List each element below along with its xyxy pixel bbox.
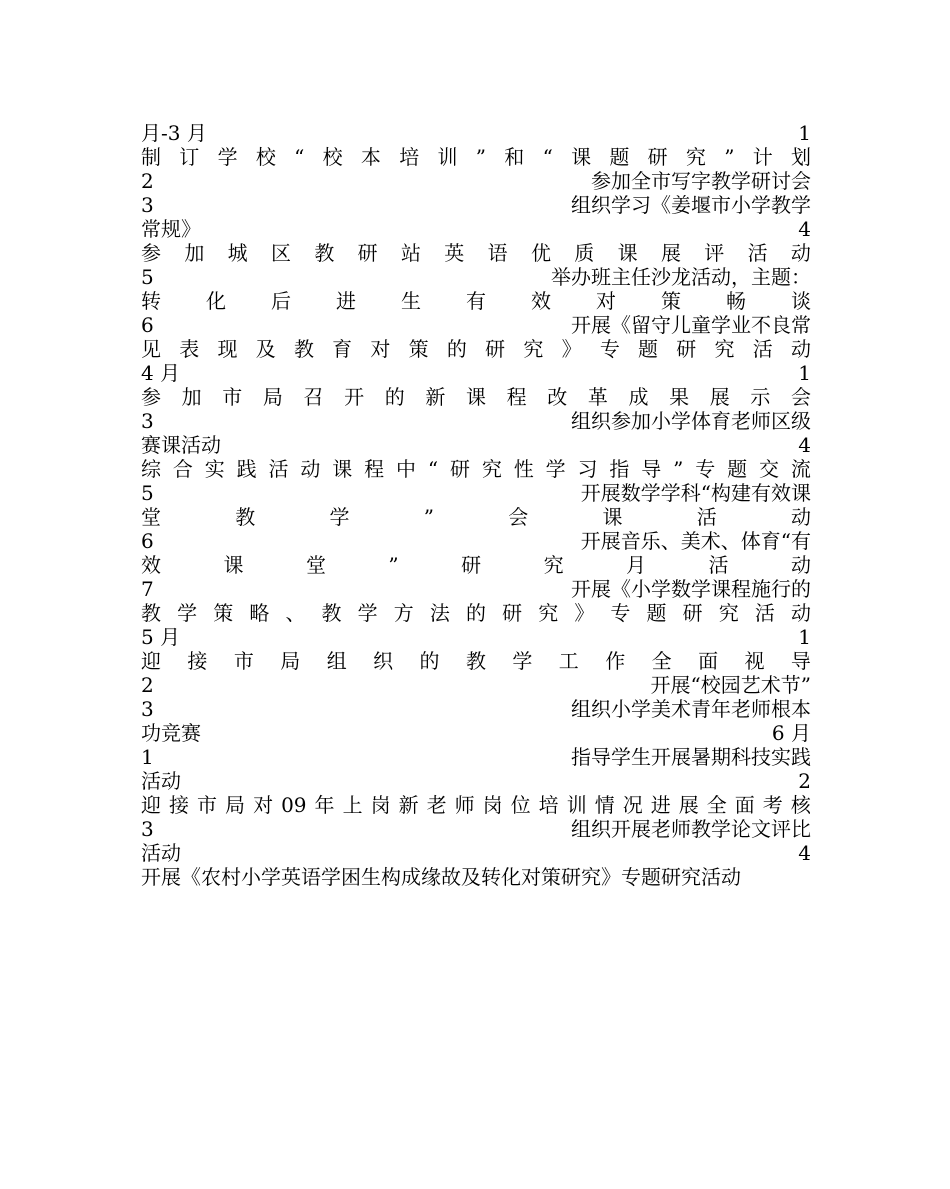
justified-char: 堂 xyxy=(141,505,161,529)
justified-char: 实 xyxy=(204,457,225,481)
justified-char: 作 xyxy=(605,649,626,673)
justified-char: 学 xyxy=(545,457,566,481)
justified-char: 》 xyxy=(574,601,595,625)
justified-char: 活 xyxy=(708,553,729,577)
text-line xyxy=(141,385,811,409)
line-right-text: 组织学习《姜堰市小学教学 xyxy=(571,193,811,217)
justified-char: 织 xyxy=(373,649,394,673)
justified-char: 研 xyxy=(449,457,470,481)
justified-char: 转 xyxy=(141,289,161,313)
justified-char: “ xyxy=(542,145,553,169)
line-left-text: 功竞赛 xyxy=(141,721,201,745)
line-left-text: 3 xyxy=(141,409,154,433)
justified-char: 评 xyxy=(704,241,725,265)
justified-char: 践 xyxy=(236,457,257,481)
text-line xyxy=(141,649,811,673)
text-line xyxy=(141,529,811,553)
text-line xyxy=(141,673,811,697)
text-line xyxy=(141,841,811,865)
justified-char: 局 xyxy=(262,385,283,409)
text-line xyxy=(141,433,811,457)
justified-char: 研 xyxy=(502,601,523,625)
justified-char: ” xyxy=(423,505,434,529)
text-line xyxy=(141,865,811,889)
justified-char: 谈 xyxy=(791,289,811,313)
justified-char: 加 xyxy=(184,241,205,265)
line-left-text: 月-3 月 xyxy=(141,121,207,145)
justified-char: 城 xyxy=(227,241,248,265)
text-line xyxy=(141,337,811,361)
line-right-text: 1 xyxy=(798,121,811,145)
justified-char: 程 xyxy=(506,385,527,409)
line-right-text: 开展“校园艺术节” xyxy=(650,673,811,697)
line-left-text: 3 xyxy=(141,193,154,217)
line-right-text: 举办班主任沙龙活动，主题： xyxy=(551,265,811,289)
justified-char: 程 xyxy=(364,457,385,481)
justified-char: 加 xyxy=(181,385,202,409)
line-right-text: 开展《留守儿童学业不良常 xyxy=(571,313,811,337)
justified-char: 对 xyxy=(596,289,616,313)
text-line xyxy=(141,361,811,385)
justified-char: “ xyxy=(294,145,305,169)
justified-char: 会 xyxy=(791,385,811,409)
text-line xyxy=(141,697,811,721)
justified-char: 市 xyxy=(197,793,218,817)
justified-char: 计 xyxy=(752,145,773,169)
justified-char: 育 xyxy=(332,337,353,361)
justified-char: “ xyxy=(427,457,439,481)
justified-char: 交 xyxy=(758,457,779,481)
justified-char: 研 xyxy=(461,553,482,577)
justified-char: 全 xyxy=(651,649,672,673)
justified-char: 课 xyxy=(602,505,623,529)
justified-char: 课 xyxy=(223,553,244,577)
justified-char: 全 xyxy=(706,793,727,817)
line-left-text: 4 月 xyxy=(141,361,181,385)
line-right-text: 组织小学美术青年老师根本 xyxy=(571,697,811,721)
text-line xyxy=(141,241,811,265)
justified-char: 课 xyxy=(571,145,592,169)
justified-char: 题 xyxy=(638,337,659,361)
line-left-text: 5 xyxy=(141,265,154,289)
justified-char: 迎 xyxy=(141,793,161,817)
justified-char: 活 xyxy=(696,505,717,529)
justified-char: 接 xyxy=(169,793,190,817)
line-left-text: 赛课活动 xyxy=(141,433,221,457)
justified-char: ” xyxy=(475,145,486,169)
justified-char: 的 xyxy=(446,337,467,361)
text-line xyxy=(141,457,811,481)
justified-char: 面 xyxy=(734,793,755,817)
justified-char: 动 xyxy=(300,457,321,481)
justified-char: 生 xyxy=(401,289,421,313)
justified-char: 局 xyxy=(280,649,301,673)
justified-char: 市 xyxy=(222,385,243,409)
line-left-text: 7 xyxy=(141,577,154,601)
justified-char: 年 xyxy=(314,793,335,817)
justified-char: 专 xyxy=(695,457,716,481)
justified-char: ” xyxy=(724,145,735,169)
justified-char: 畅 xyxy=(726,289,746,313)
justified-char: 优 xyxy=(530,241,551,265)
justified-char: 题 xyxy=(727,457,748,481)
justified-char: 课 xyxy=(466,385,486,409)
justified-char: 英 xyxy=(444,241,465,265)
justified-char: 活 xyxy=(747,241,768,265)
text-line xyxy=(141,817,811,841)
justified-char: 成 xyxy=(628,385,649,409)
justified-char: 研 xyxy=(485,337,506,361)
justified-char: 效 xyxy=(141,553,161,577)
justified-char: 教 xyxy=(293,337,314,361)
justified-char: 习 xyxy=(577,457,598,481)
justified-char: 核 xyxy=(790,793,811,817)
justified-char: 研 xyxy=(682,601,703,625)
justified-char: 进 xyxy=(650,793,671,817)
text-line xyxy=(141,313,811,337)
line-text: 开展《农村小学英语学困生构成缘故及转化对策研究》专题研究活动 xyxy=(141,865,741,889)
text-line xyxy=(141,409,811,433)
justified-char: 对 xyxy=(253,793,274,817)
justified-char: 语 xyxy=(487,241,508,265)
justified-char: 训 xyxy=(437,145,458,169)
text-line xyxy=(141,721,811,745)
line-left-text: 活动 xyxy=(141,841,181,865)
line-right-text: 组织参加小学体育老师区级 xyxy=(571,409,811,433)
line-left-text: 2 xyxy=(141,673,154,697)
text-line xyxy=(141,169,811,193)
justified-char: 方 xyxy=(393,601,414,625)
justified-char: 示 xyxy=(750,385,771,409)
text-line xyxy=(141,601,811,625)
justified-char: 综 xyxy=(141,457,161,481)
justified-char: 站 xyxy=(400,241,421,265)
justified-char: 果 xyxy=(669,385,690,409)
justified-char: 迎 xyxy=(141,649,161,673)
justified-char: 组 xyxy=(326,649,347,673)
justified-char: 究 xyxy=(543,553,564,577)
justified-char: 训 xyxy=(566,793,587,817)
justified-char: 的 xyxy=(419,649,440,673)
text-line xyxy=(141,193,811,217)
justified-char: 研 xyxy=(647,145,668,169)
justified-char: 动 xyxy=(790,553,811,577)
justified-char: 面 xyxy=(698,649,719,673)
line-right-text: 6 月 xyxy=(771,721,811,745)
line-left-text: 3 xyxy=(141,697,154,721)
justified-char: 订 xyxy=(179,145,200,169)
line-right-text: 开展《小学数学课程施行的 xyxy=(571,577,811,601)
justified-char: 题 xyxy=(609,145,630,169)
justified-char: 上 xyxy=(342,793,363,817)
justified-char: 动 xyxy=(790,505,811,529)
justified-char: 教 xyxy=(314,241,335,265)
justified-char: 策 xyxy=(213,601,234,625)
line-left-text: 常规》 xyxy=(141,217,201,241)
line-left-text: 1 xyxy=(141,745,154,769)
justified-char: 课 xyxy=(617,241,638,265)
justified-char: 市 xyxy=(233,649,254,673)
justified-char: 化 xyxy=(206,289,226,313)
justified-char: 中 xyxy=(396,457,416,481)
justified-char: 岗 xyxy=(370,793,391,817)
justified-char: 教 xyxy=(321,601,342,625)
justified-char: 法 xyxy=(429,601,450,625)
line-right-text: 4 xyxy=(798,433,811,457)
justified-char: 进 xyxy=(336,289,356,313)
justified-char: 展 xyxy=(709,385,730,409)
document-page xyxy=(141,121,811,889)
justified-char: 制 xyxy=(141,145,161,169)
justified-char: 现 xyxy=(217,337,238,361)
line-left-text: 6 xyxy=(141,313,154,337)
text-line xyxy=(141,289,811,313)
line-left-text: 6 xyxy=(141,529,154,553)
justified-char: 究 xyxy=(714,337,735,361)
text-line xyxy=(141,793,811,817)
line-right-text: 指导学生开展暑期科技实践 xyxy=(571,745,811,769)
justified-char: 改 xyxy=(547,385,568,409)
justified-char: 策 xyxy=(661,289,681,313)
justified-char: 研 xyxy=(357,241,378,265)
justified-char: 有 xyxy=(466,289,486,313)
justified-char: 划 xyxy=(791,145,811,169)
justified-char: 策 xyxy=(408,337,429,361)
text-line xyxy=(141,145,811,169)
justified-char: 课 xyxy=(332,457,353,481)
line-right-text: 参加全市写字教学研讨会 xyxy=(591,169,811,193)
line-right-text: 1 xyxy=(798,625,811,649)
text-line xyxy=(141,553,811,577)
justified-char: 及 xyxy=(255,337,276,361)
justified-char: ” xyxy=(388,553,399,577)
justified-char: 位 xyxy=(510,793,531,817)
justified-char: 况 xyxy=(622,793,643,817)
justified-char: 09 xyxy=(281,793,307,817)
text-line xyxy=(141,217,811,241)
justified-char: 动 xyxy=(790,241,811,265)
line-left-text: 活动 xyxy=(141,769,181,793)
justified-char: 题 xyxy=(646,601,667,625)
justified-char: 专 xyxy=(610,601,631,625)
justified-char: 活 xyxy=(754,601,775,625)
justified-char: 的 xyxy=(384,385,405,409)
justified-char: 合 xyxy=(172,457,193,481)
line-right-text: 组织开展老师教学论文评比 xyxy=(571,817,811,841)
justified-char: 性 xyxy=(513,457,534,481)
justified-char: 研 xyxy=(676,337,697,361)
text-line xyxy=(141,505,811,529)
justified-char: 究 xyxy=(685,145,706,169)
justified-char: 新 xyxy=(425,385,446,409)
justified-char: 流 xyxy=(790,457,811,481)
justified-char: 究 xyxy=(538,601,559,625)
justified-char: 》 xyxy=(561,337,582,361)
justified-char: 展 xyxy=(660,241,681,265)
text-line xyxy=(141,625,811,649)
text-line xyxy=(141,577,811,601)
justified-char: 召 xyxy=(303,385,324,409)
line-right-text: 4 xyxy=(798,841,811,865)
justified-char: 会 xyxy=(508,505,529,529)
justified-char: 考 xyxy=(762,793,783,817)
justified-char: 学 xyxy=(329,505,350,529)
line-right-text: 开展数学学科“构建有效课 xyxy=(580,481,811,505)
justified-char: 培 xyxy=(538,793,559,817)
justified-char: 本 xyxy=(360,145,381,169)
text-line xyxy=(141,769,811,793)
justified-char: 究 xyxy=(718,601,739,625)
justified-char: 质 xyxy=(574,241,595,265)
justified-char: 对 xyxy=(370,337,391,361)
justified-char: 活 xyxy=(268,457,289,481)
justified-char: 展 xyxy=(678,793,699,817)
justified-char: 究 xyxy=(481,457,502,481)
justified-char: 情 xyxy=(594,793,615,817)
justified-char: 校 xyxy=(255,145,276,169)
justified-char: 、 xyxy=(285,601,306,625)
justified-char: 指 xyxy=(609,457,630,481)
justified-char: 教 xyxy=(235,505,256,529)
justified-char: 局 xyxy=(225,793,246,817)
justified-char: 新 xyxy=(398,793,419,817)
text-line xyxy=(141,745,811,769)
justified-char: 革 xyxy=(587,385,608,409)
justified-char: 究 xyxy=(523,337,544,361)
justified-char: 动 xyxy=(790,337,811,361)
justified-char: 后 xyxy=(271,289,291,313)
justified-char: 效 xyxy=(531,289,551,313)
justified-char: 表 xyxy=(179,337,200,361)
justified-char: 活 xyxy=(752,337,773,361)
justified-char: 学 xyxy=(177,601,198,625)
justified-char: 参 xyxy=(141,385,161,409)
text-line xyxy=(141,481,811,505)
justified-char: 师 xyxy=(454,793,475,817)
justified-char: 和 xyxy=(504,145,525,169)
justified-char: 月 xyxy=(626,553,647,577)
line-right-text: 4 xyxy=(798,217,811,241)
justified-char: 动 xyxy=(790,601,811,625)
justified-char: 接 xyxy=(187,649,208,673)
justified-char: 略 xyxy=(249,601,270,625)
justified-char: 培 xyxy=(399,145,420,169)
line-left-text: 2 xyxy=(141,169,154,193)
justified-char: 岗 xyxy=(482,793,503,817)
line-left-text: 5 xyxy=(141,481,154,505)
justified-char: 区 xyxy=(270,241,291,265)
justified-char: 参 xyxy=(141,241,161,265)
line-right-text: 2 xyxy=(798,769,811,793)
justified-char: ” xyxy=(673,457,684,481)
justified-char: 导 xyxy=(641,457,662,481)
text-line xyxy=(141,121,811,145)
line-right-text: 1 xyxy=(798,361,811,385)
justified-char: 见 xyxy=(141,337,161,361)
justified-char: 视 xyxy=(744,649,765,673)
justified-char: 的 xyxy=(465,601,486,625)
justified-char: 导 xyxy=(790,649,811,673)
justified-char: 专 xyxy=(599,337,620,361)
line-left-text: 3 xyxy=(141,817,154,841)
justified-char: 工 xyxy=(558,649,579,673)
justified-char: 学 xyxy=(217,145,238,169)
justified-char: 学 xyxy=(512,649,533,673)
line-right-text: 开展音乐、美术、体育“有 xyxy=(580,529,811,553)
line-left-text: 5 月 xyxy=(141,625,181,649)
text-line xyxy=(141,265,811,289)
justified-char: 老 xyxy=(426,793,447,817)
justified-char: 教 xyxy=(141,601,161,625)
justified-char: 学 xyxy=(357,601,378,625)
justified-char: 校 xyxy=(322,145,343,169)
justified-char: 教 xyxy=(465,649,486,673)
justified-char: 开 xyxy=(344,385,365,409)
justified-char: 堂 xyxy=(305,553,326,577)
